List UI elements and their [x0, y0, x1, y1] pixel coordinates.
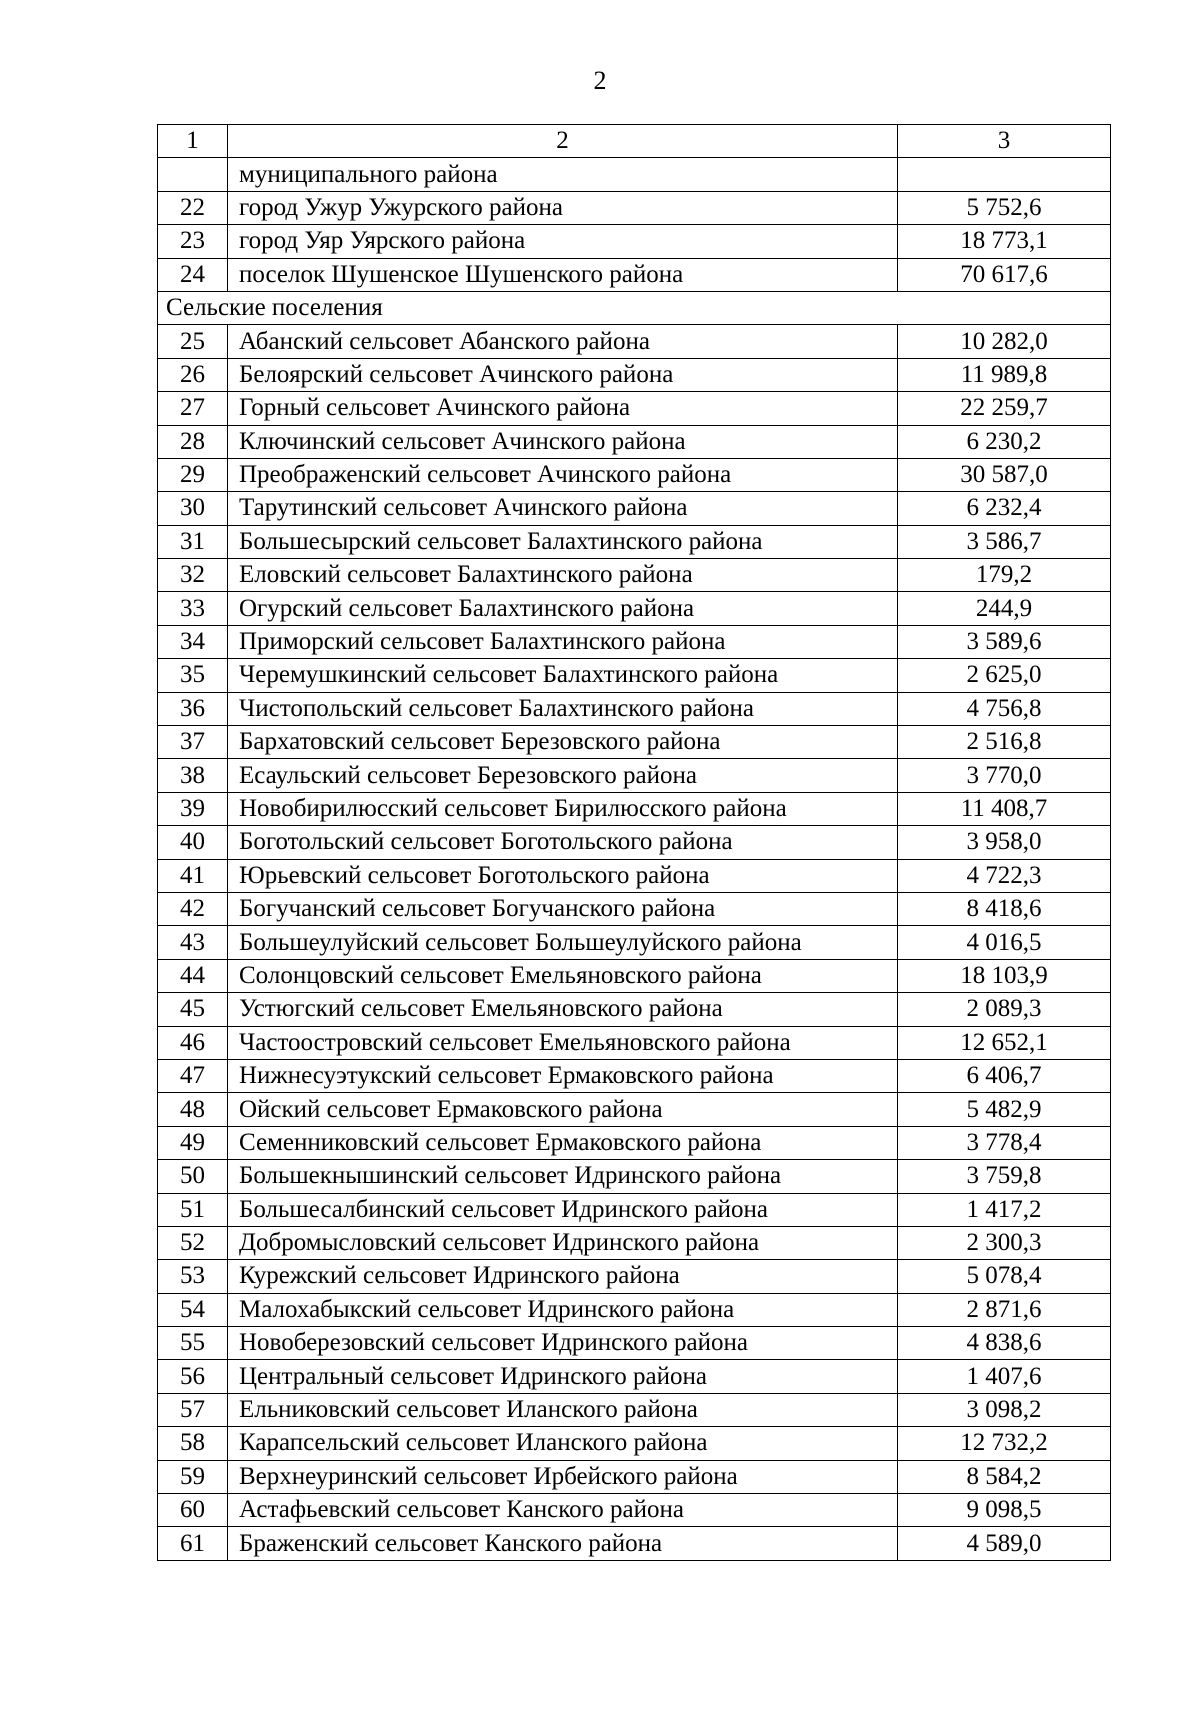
table-row — [158, 358, 1111, 391]
settlement-name: Ключинский сельсовет Ачинского района — [228, 425, 898, 458]
settlement-name: Ельниковский сельсовет Иланского района — [228, 1393, 898, 1426]
settlement-value: 8 418,6 — [898, 892, 1111, 925]
settlement-value: 6 232,4 — [898, 492, 1111, 525]
table-row — [158, 1260, 1111, 1293]
settlement-value: 3 098,2 — [898, 1393, 1111, 1426]
table-row — [158, 692, 1111, 725]
settlement-value: 18 103,9 — [898, 959, 1111, 992]
settlement-name: Семенниковский сельсовет Ермаковского района — [228, 1126, 898, 1159]
settlement-name: Нижнесуэтукский сельсовет Ермаковского района — [228, 1059, 898, 1092]
table-row — [158, 1059, 1111, 1092]
row-number: 55 — [158, 1327, 228, 1360]
row-number: 60 — [158, 1494, 228, 1527]
settlement-name: Устюгский сельсовет Емельяновского района — [228, 993, 898, 1026]
table-row — [158, 959, 1111, 992]
row-number: 22 — [158, 191, 228, 224]
row-number: 38 — [158, 759, 228, 792]
table-row — [158, 1093, 1111, 1126]
row-number: 37 — [158, 726, 228, 759]
settlement-name: Частоостровский сельсовет Емельяновского района — [228, 1026, 898, 1059]
row-number: 54 — [158, 1293, 228, 1326]
settlement-value: 4 016,5 — [898, 926, 1111, 959]
settlement-name: Черемушкинский сельсовет Балахтинского района — [228, 659, 898, 692]
settlement-name: Астафьевский сельсовет Канского района — [228, 1494, 898, 1527]
table-row — [158, 859, 1111, 892]
table-row — [158, 759, 1111, 792]
page-number: 2 — [593, 66, 607, 95]
row-number: 32 — [158, 559, 228, 592]
settlement-name: Огурский сельсовет Балахтинского района — [228, 592, 898, 625]
settlement-value: 1 407,6 — [898, 1360, 1111, 1393]
row-number: 30 — [158, 492, 228, 525]
settlement-name: Карапсельский сельсовет Иланского района — [228, 1427, 898, 1460]
settlement-name: Приморский сельсовет Балахтинского района — [228, 625, 898, 658]
table-row — [158, 1327, 1111, 1360]
row-number: 34 — [158, 625, 228, 658]
row-number: 57 — [158, 1393, 228, 1426]
row-number: 41 — [158, 859, 228, 892]
settlement-name: Чистопольский сельсовет Балахтинского района — [228, 692, 898, 725]
header-row — [158, 125, 1111, 158]
settlement-name: Ойский сельсовет Ермаковского района — [228, 1093, 898, 1126]
row-number: 39 — [158, 792, 228, 825]
settlement-name: Боготольский сельсовет Боготольского района — [228, 826, 898, 859]
settlement-value: 5 482,9 — [898, 1093, 1111, 1126]
table-row — [158, 559, 1111, 592]
settlement-name: Верхнеуринский сельсовет Ирбейского района — [228, 1460, 898, 1493]
settlement-value: 11 408,7 — [898, 792, 1111, 825]
table-row — [158, 1360, 1111, 1393]
row-number: 27 — [158, 392, 228, 425]
table-row — [158, 1126, 1111, 1159]
settlement-name: Юрьевский сельсовет Боготольского района — [228, 859, 898, 892]
row-number: 31 — [158, 525, 228, 558]
settlement-name: Горный сельсовет Ачинского района — [228, 392, 898, 425]
table-row — [158, 1026, 1111, 1059]
table-row — [158, 592, 1111, 625]
settlement-name: Курежский сельсовет Идринского района — [228, 1260, 898, 1293]
row-number: 28 — [158, 425, 228, 458]
settlement-name: Богучанский сельсовет Богучанского района — [228, 892, 898, 925]
row-number: 23 — [158, 225, 228, 258]
settlement-value: 3 958,0 — [898, 826, 1111, 859]
settlement-value: 5 752,6 — [898, 191, 1111, 224]
table-row — [158, 659, 1111, 692]
settlement-value: 11 989,8 — [898, 358, 1111, 391]
settlement-value: 4 722,3 — [898, 859, 1111, 892]
table-row — [158, 325, 1111, 358]
continuation-row — [158, 158, 1111, 191]
settlement-value: 4 589,0 — [898, 1527, 1111, 1560]
table-row — [158, 425, 1111, 458]
settlement-value: 179,2 — [898, 559, 1111, 592]
row-number: 26 — [158, 358, 228, 391]
section-row — [158, 291, 1111, 324]
table-row — [158, 225, 1111, 258]
settlement-value: 3 759,8 — [898, 1160, 1111, 1193]
settlement-value: 3 778,4 — [898, 1126, 1111, 1159]
table-row — [158, 1393, 1111, 1426]
settlement-value: 22 259,7 — [898, 392, 1111, 425]
row-number: 29 — [158, 458, 228, 491]
table-row — [158, 926, 1111, 959]
settlement-value: 4 838,6 — [898, 1327, 1111, 1360]
settlement-value: 9 098,5 — [898, 1494, 1111, 1527]
settlement-value: 3 770,0 — [898, 759, 1111, 792]
row-number: 58 — [158, 1427, 228, 1460]
settlement-name: Браженский сельсовет Канского района — [228, 1527, 898, 1560]
row-number: 40 — [158, 826, 228, 859]
row-number: 35 — [158, 659, 228, 692]
table-row — [158, 1460, 1111, 1493]
settlement-name: Большесалбинский сельсовет Идринского района — [228, 1193, 898, 1226]
table-row — [158, 1293, 1111, 1326]
settlement-value: 12 732,2 — [898, 1427, 1111, 1460]
settlement-value: 8 584,2 — [898, 1460, 1111, 1493]
settlement-name: Новоберезовский сельсовет Идринского района — [228, 1327, 898, 1360]
settlement-name: Тарутинский сельсовет Ачинского района — [228, 492, 898, 525]
settlement-value: 70 617,6 — [898, 258, 1111, 291]
section-title: Сельские поселения — [158, 291, 1111, 324]
settlement-value: 18 773,1 — [898, 225, 1111, 258]
settlement-value: 2 516,8 — [898, 726, 1111, 759]
table-row — [158, 1193, 1111, 1226]
settlement-name: Еловский сельсовет Балахтинского района — [228, 559, 898, 592]
settlement-name: поселок Шушенское Шушенского района — [228, 258, 898, 291]
settlement-value: 10 282,0 — [898, 325, 1111, 358]
row-number: 44 — [158, 959, 228, 992]
table-row — [158, 993, 1111, 1026]
settlement-value: 3 589,6 — [898, 625, 1111, 658]
row-number: 59 — [158, 1460, 228, 1493]
settlements-table — [157, 124, 1111, 1561]
table-row — [158, 1494, 1111, 1527]
table-row — [158, 1527, 1111, 1560]
row-number: 45 — [158, 993, 228, 1026]
settlement-name: Солонцовский сельсовет Емельяновского района — [228, 959, 898, 992]
header-cell-3: 3 — [898, 125, 1111, 158]
settlement-value: 2 625,0 — [898, 659, 1111, 692]
table-row — [158, 492, 1111, 525]
settlement-name: Большесырский сельсовет Балахтинского района — [228, 525, 898, 558]
row-number: 33 — [158, 592, 228, 625]
row-number: 52 — [158, 1226, 228, 1259]
settlement-name: город Уяр Уярского района — [228, 225, 898, 258]
table-row — [158, 726, 1111, 759]
settlement-value: 1 417,2 — [898, 1193, 1111, 1226]
settlement-name: Белоярский сельсовет Ачинского района — [228, 358, 898, 391]
header-cell-2: 2 — [228, 125, 898, 158]
row-number: 42 — [158, 892, 228, 925]
settlement-value: 5 078,4 — [898, 1260, 1111, 1293]
settlement-name: Бархатовский сельсовет Березовского района — [228, 726, 898, 759]
settlement-name: Большекнышинский сельсовет Идринского района — [228, 1160, 898, 1193]
settlement-value: 3 586,7 — [898, 525, 1111, 558]
settlement-name: Есаульский сельсовет Березовского района — [228, 759, 898, 792]
table-row — [158, 625, 1111, 658]
row-number — [158, 158, 228, 191]
row-number: 46 — [158, 1026, 228, 1059]
settlement-value: 244,9 — [898, 592, 1111, 625]
settlement-name: Абанский сельсовет Абанского района — [228, 325, 898, 358]
settlement-value: 2 300,3 — [898, 1226, 1111, 1259]
table-body — [158, 125, 1111, 1561]
settlement-name: Преображенский сельсовет Ачинского района — [228, 458, 898, 491]
table-row — [158, 1160, 1111, 1193]
row-number: 56 — [158, 1360, 228, 1393]
table-row — [158, 458, 1111, 491]
table-row — [158, 792, 1111, 825]
header-cell-1: 1 — [158, 125, 228, 158]
settlement-name: Центральный сельсовет Идринского района — [228, 1360, 898, 1393]
row-number: 53 — [158, 1260, 228, 1293]
table-row — [158, 392, 1111, 425]
settlement-value: 6 230,2 — [898, 425, 1111, 458]
settlement-value: 12 652,1 — [898, 1026, 1111, 1059]
row-number: 47 — [158, 1059, 228, 1092]
table-row — [158, 1427, 1111, 1460]
row-number: 43 — [158, 926, 228, 959]
row-number: 49 — [158, 1126, 228, 1159]
settlement-name: Новобирилюсский сельсовет Бирилюсского района — [228, 792, 898, 825]
row-number: 51 — [158, 1193, 228, 1226]
settlement-name: Большеулуйский сельсовет Большеулуйского района — [228, 926, 898, 959]
table-row — [158, 1226, 1111, 1259]
settlement-name: Добромысловский сельсовет Идринского района — [228, 1226, 898, 1259]
table-row — [158, 892, 1111, 925]
table-row — [158, 826, 1111, 859]
row-number: 61 — [158, 1527, 228, 1560]
row-number: 25 — [158, 325, 228, 358]
table-row — [158, 191, 1111, 224]
table-row — [158, 525, 1111, 558]
row-number: 36 — [158, 692, 228, 725]
settlement-name: Малохабыкский сельсовет Идринского района — [228, 1293, 898, 1326]
row-number: 48 — [158, 1093, 228, 1126]
settlement-value — [898, 158, 1111, 191]
row-number: 50 — [158, 1160, 228, 1193]
settlement-value: 2 871,6 — [898, 1293, 1111, 1326]
settlement-value: 4 756,8 — [898, 692, 1111, 725]
settlement-name: муниципального района — [228, 158, 898, 191]
row-number: 24 — [158, 258, 228, 291]
settlement-value: 6 406,7 — [898, 1059, 1111, 1092]
settlement-value: 2 089,3 — [898, 993, 1111, 1026]
settlement-value: 30 587,0 — [898, 458, 1111, 491]
table-row — [158, 258, 1111, 291]
settlement-name: город Ужур Ужурского района — [228, 191, 898, 224]
